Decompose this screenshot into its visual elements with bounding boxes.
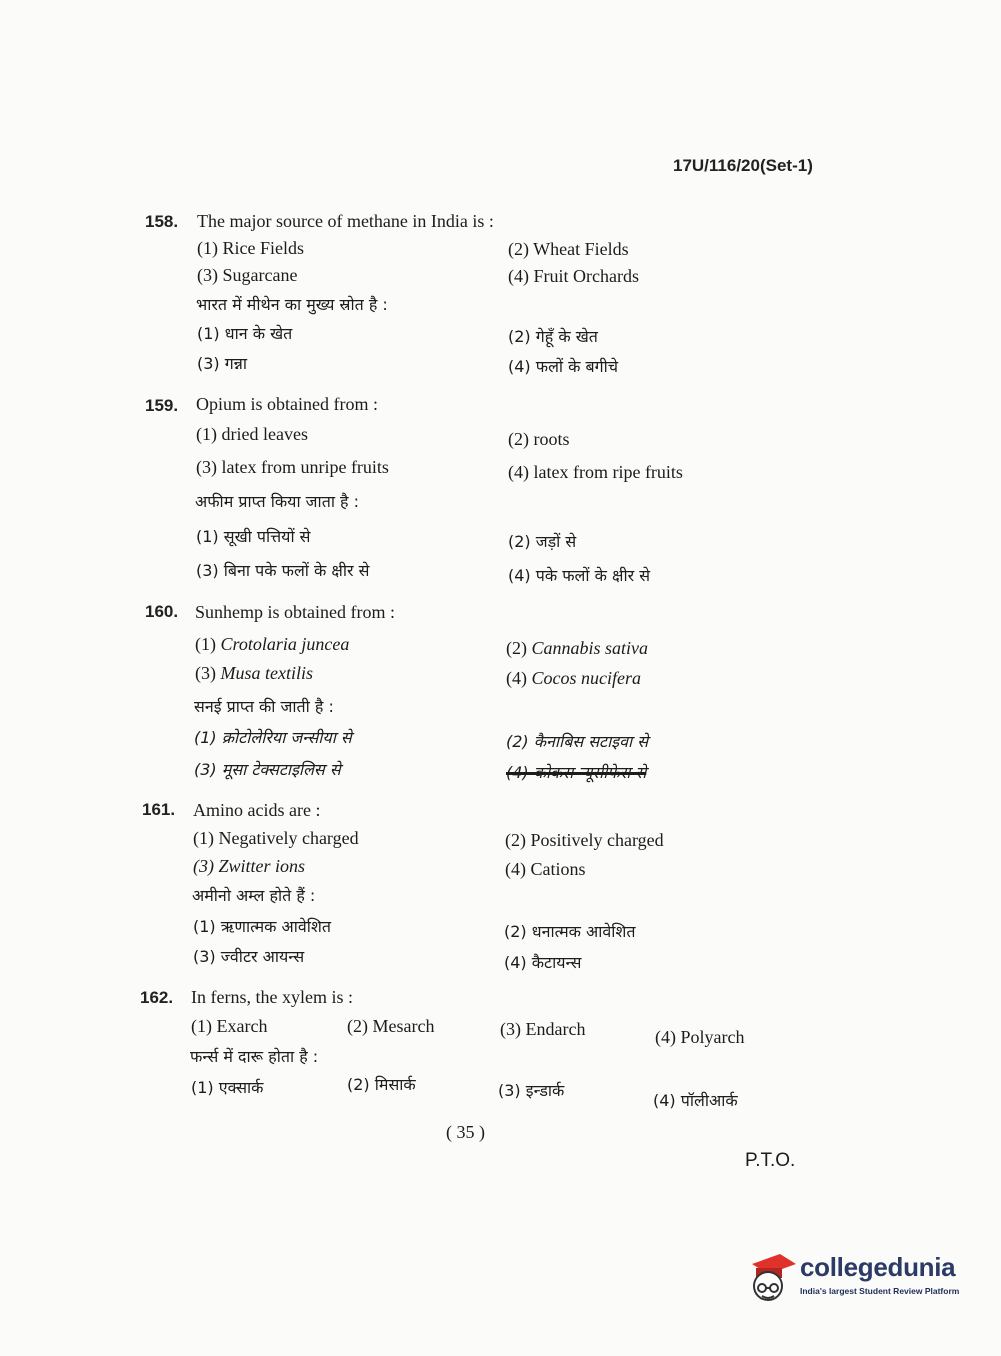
option-2-hindi: (2) गेहूँ के खेत [508, 327, 598, 346]
option-4: (4) Cations [505, 859, 586, 879]
option-2-hindi: (2) जड़ों से [508, 532, 577, 551]
option-3: (3) Sugarcane [197, 265, 298, 285]
option-3-hindi: (3) ज्वीटर आयन्स [193, 947, 305, 966]
question-text: Sunhemp is obtained from : [195, 602, 395, 622]
mascot-icon [742, 1250, 798, 1310]
option-2: (2) Mesarch [347, 1016, 435, 1036]
brand-tagline: India's largest Student Review Platform [800, 1286, 960, 1296]
question-text: Opium is obtained from : [196, 394, 378, 414]
question-number: 160. [145, 602, 179, 621]
option-1 [195, 634, 349, 655]
option-4 [506, 668, 641, 689]
option-3-hindi: (3) बिना पके फलों के क्षीर से [196, 561, 370, 580]
question-text: The major source of methane in India is : [197, 211, 494, 231]
option-1: (1) Exarch [191, 1016, 268, 1036]
option-number: (3) [195, 663, 216, 683]
page-number: ( 35 ) [446, 1122, 485, 1142]
option-4-hindi: (4) कोकस न्यूसीफेरा से [506, 763, 647, 782]
option-4: (4) Polyarch [655, 1027, 745, 1047]
option-1-hindi: (1) एक्सार्क [191, 1078, 264, 1097]
option-number: (4) [506, 668, 527, 688]
question-text-hindi: भारत में मीथेन का मुख्य स्रोत है : [196, 295, 388, 314]
option-3-hindi: (3) इन्डार्क [498, 1081, 565, 1100]
option-3: (3) Zwitter ions [193, 856, 306, 876]
option-4-hindi: (4) कैटायन्स [504, 953, 582, 972]
option-2: (2) roots [508, 429, 570, 449]
option-2-hindi: (2) मिसार्क [347, 1075, 416, 1094]
option-3: (3) latex from unripe fruits [196, 457, 389, 477]
option-4-hindi: (4) पॉलीआर्क [653, 1091, 738, 1110]
question-text-hindi: सनई प्राप्त की जाती है : [194, 697, 334, 716]
option-name: Cannabis sativa [531, 638, 649, 658]
option-4-hindi: (4) पके फलों के क्षीर से [508, 566, 651, 585]
option-3 [195, 663, 313, 684]
option-2-hindi: (2) कैनाबिस सटाइवा से [506, 732, 649, 751]
option-1: (1) Rice Fields [197, 238, 304, 258]
option-name: Musa textilis [220, 663, 313, 683]
option-1-hindi: (1) धान के खेत [197, 324, 293, 343]
option-1-hindi: (1) क्रोटोलेरिया जन्सीया से [194, 728, 352, 747]
question-number: 158. [145, 212, 179, 231]
option-4-hindi: (4) फलों के बगीचे [508, 357, 618, 376]
option-3: (3) Endarch [500, 1019, 586, 1039]
brand-name: collegedunia [800, 1252, 956, 1282]
question-text: Amino acids are : [193, 800, 321, 820]
option-4: (4) latex from ripe fruits [508, 462, 683, 482]
pto-label: P.T.O. [745, 1150, 796, 1171]
option-2: (2) Wheat Fields [508, 239, 629, 259]
option-1-hindi: (1) ऋणात्मक आवेशित [193, 917, 331, 936]
option-name: Cocos nucifera [531, 668, 641, 688]
option-3-hindi: (3) मूसा टेक्सटाइलिस से [194, 760, 341, 779]
question-text-hindi: अमीनो अम्ल होते हैं : [192, 886, 316, 905]
question-number: 159. [145, 396, 179, 415]
option-1-hindi: (1) सूखी पत्तियों से [196, 527, 311, 546]
option-2: (2) Positively charged [505, 830, 664, 850]
option-4: (4) Fruit Orchards [508, 266, 639, 286]
paper-code: 17U/116/20(Set-1) [673, 156, 813, 175]
collegedunia-logo [742, 1250, 972, 1312]
question-text: In ferns, the xylem is : [191, 987, 353, 1007]
question-number: 161. [142, 800, 176, 819]
question-text-hindi: अफीम प्राप्त किया जाता है : [195, 492, 360, 511]
option-2 [506, 638, 648, 659]
question-number: 162. [140, 988, 174, 1007]
question-text-hindi: फर्न्स में दारू होता है : [190, 1047, 319, 1066]
option-1: (1) Negatively charged [193, 828, 359, 848]
option-number: (2) [506, 638, 527, 658]
option-number: (1) [195, 634, 216, 654]
option-name: Crotolaria juncea [220, 634, 350, 654]
option-3-hindi: (3) गन्ना [197, 354, 248, 373]
option-2-hindi: (2) धनात्मक आवेशित [504, 922, 636, 941]
option-1: (1) dried leaves [196, 424, 308, 444]
